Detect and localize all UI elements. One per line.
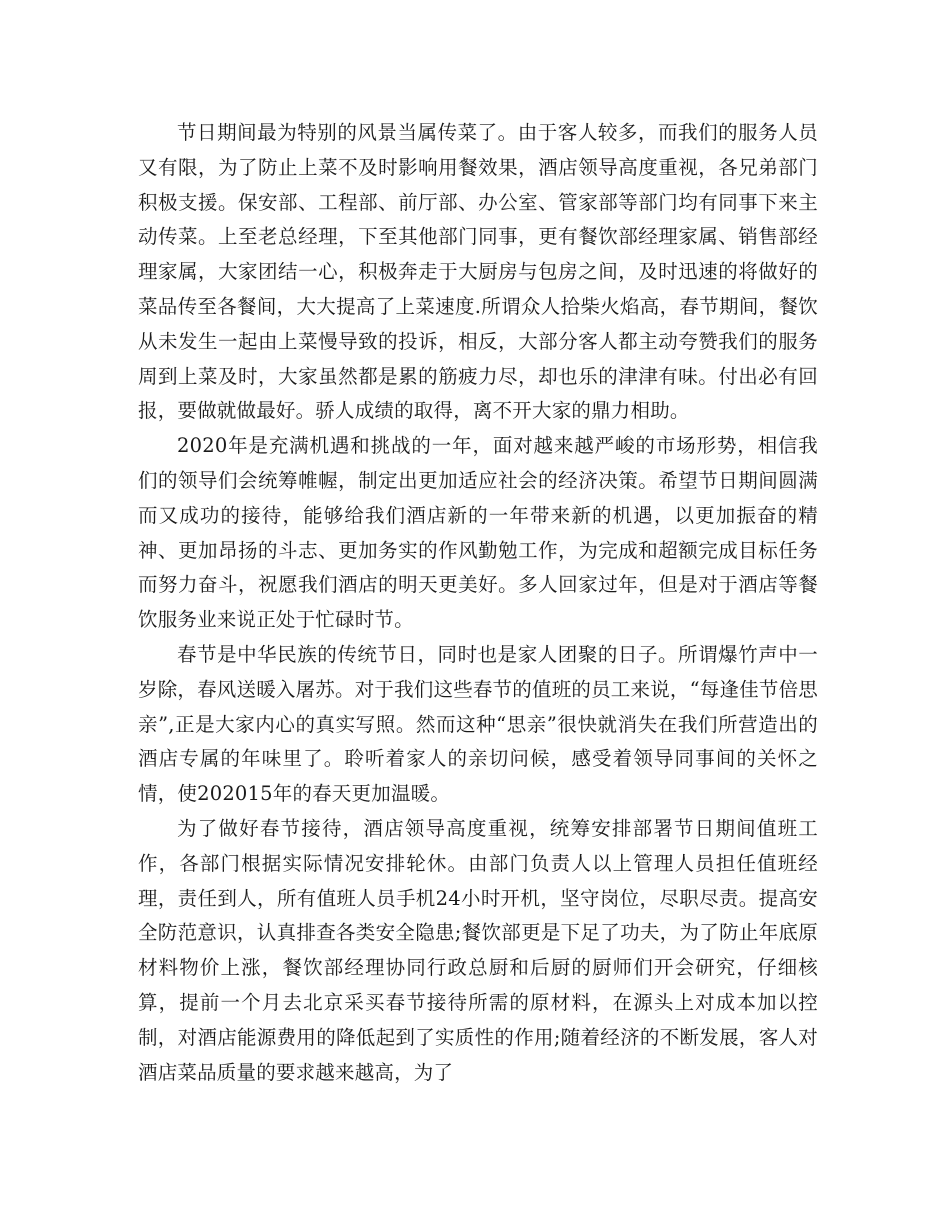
paragraph-1: 节日期间最为特别的风景当属传菜了。由于客人较多，而我们的服务人员又有限，为了防止上菜不及时影响用餐效果，酒店领导高度重视，各兄弟部门积极支援。保安部、工程部、前厅部、办公室、管家部等部门均有同事下来主动传菜。上至老总经理，下至其他部门同事，更有餐饮部经理家属、销售部经理家属，大家团结一心，积极奔走于大厨房与包房之间，及时迅速的将做好的菜品传至各餐间，大大提高了上菜速度.所谓众人拾柴火焰高，春节期间，餐饮从未发生一起由上菜慢导致的投诉，相反，大部分客人都主动夸赞我们的服务周到上菜及时，大家虽然都是累的筋疲力尽，却也乐的津津有味。付出必有回报，要做就做最好。骄人成绩的取得，离不开大家的鼎力相助。 — [138, 121, 818, 423]
paragraph-4: 为了做好春节接待，酒店领导高度重视，统筹安排部署节日期间值班工作，各部门根据实际情况安排轮休。由部门负责人以上管理人员担任值班经理，责任到人，所有值班人员手机24小时开机，坚守岗位，尽职尽责。提高安全防范意识，认真排查各类安全隐患;餐饮部更是下足了功夫，为了防止年底原材料物价上涨，餐饮部经理协同行政总厨和后厨的厨师们开会研究，仔细核算，提前一个月去北京采买春节接待所需的原材料，在源头上对成本加以控制，对酒店能源费用的降低起到了实质性的作用;随着经济的不断发展，客人对酒店菜品质量的要求越来越高，为了 — [138, 816, 818, 1084]
document-body — [138, 116, 818, 1090]
paragraph-2: 2020年是充满机遇和挑战的一年，面对越来越严峻的市场形势，相信我们的领导们会统筹帷幄，制定出更加适应社会的经济决策。希望节日期间圆满而又成功的接待，能够给我们酒店新的一年带来新的机遇，以更加振奋的精神、更加昂扬的斗志、更加务实的作风勤勉工作，为完成和超额完成目标任务而努力奋斗，祝愿我们酒店的明天更美好。多人回家过年，但是对于酒店等餐饮服务业来说正处于忙碌时节。 — [138, 434, 818, 632]
paragraph-3: 春节是中华民族的传统节日，同时也是家人团聚的日子。所谓爆竹声中一岁除，春风送暖入屠苏。对于我们这些春节的值班的员工来说，“每逢佳节倍思亲”,正是大家内心的真实写照。然而这种“思亲”很快就消失在我们所营造出的酒店专属的年味里了。聆听着家人的亲切问候，感受着领导同事间的关怀之情，使202015年的春天更加温暖。 — [138, 642, 818, 806]
